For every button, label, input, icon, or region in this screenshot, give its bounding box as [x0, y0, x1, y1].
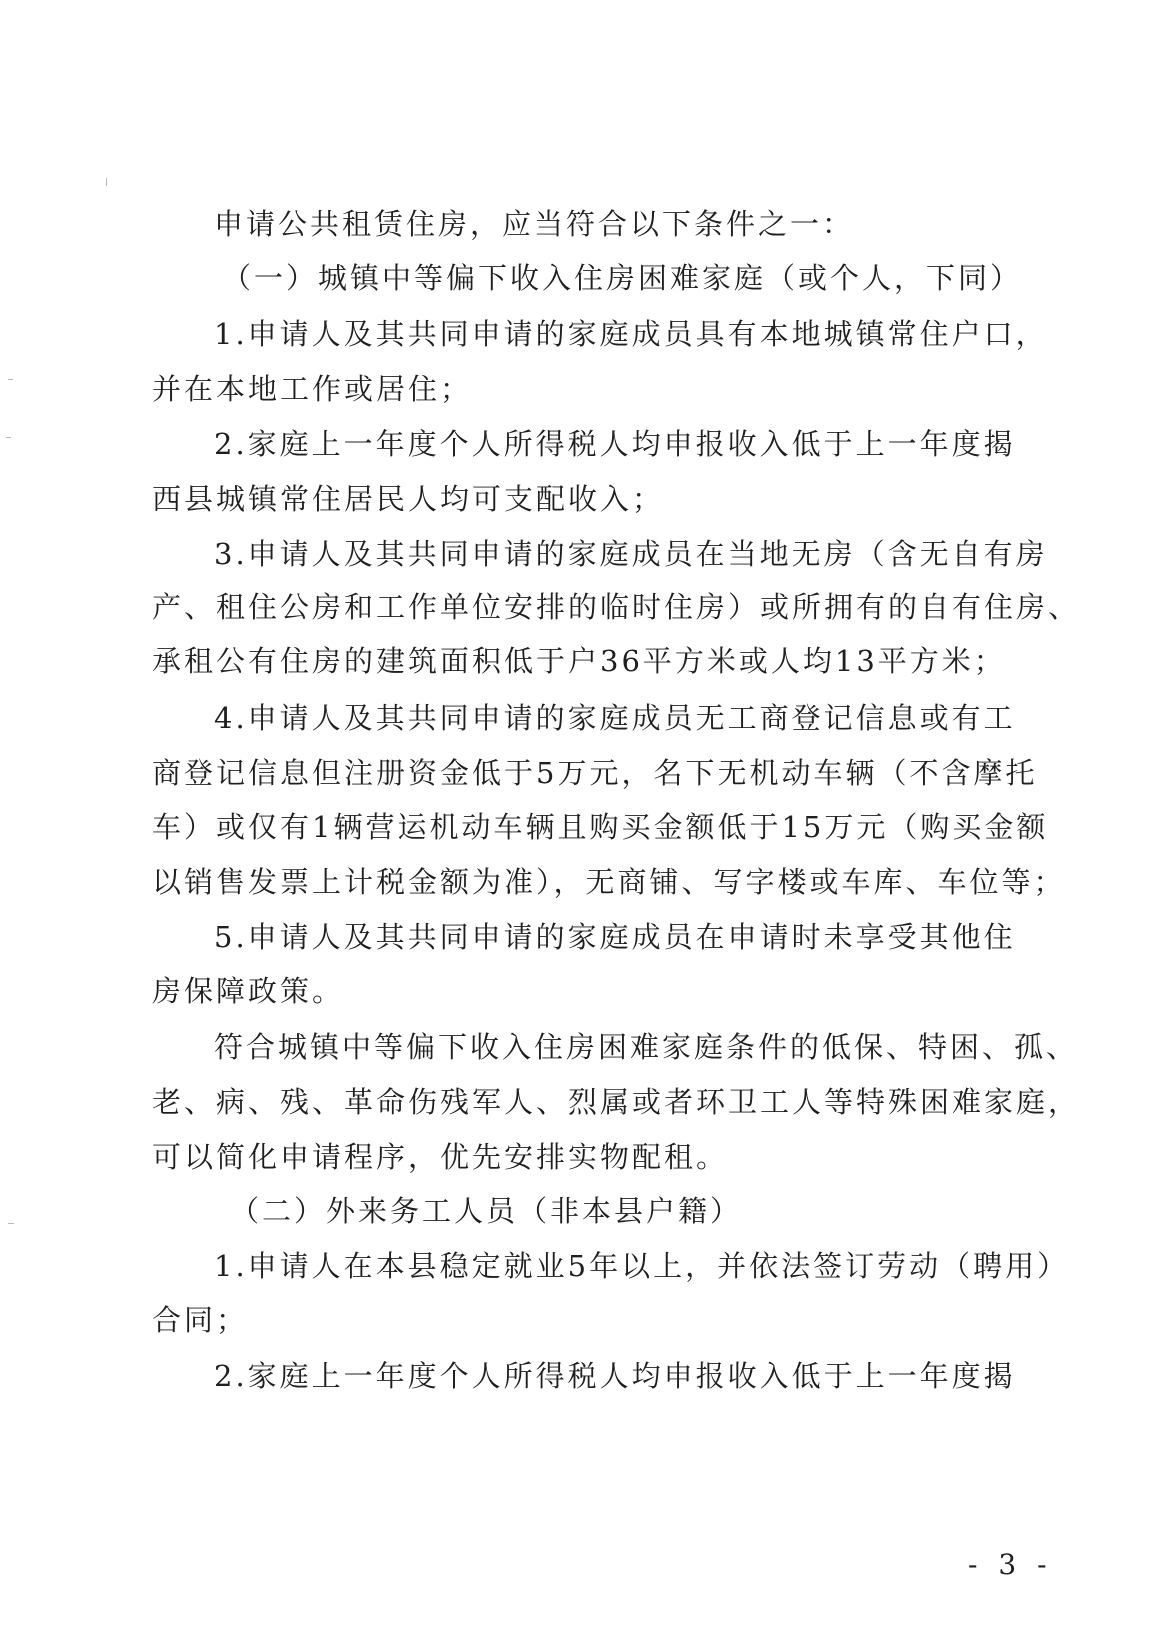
text-line: 产、租住公房和工作单位安排的临时住房）或所拥有的自有住房、 [152, 590, 1081, 624]
section-heading: （二）外来务工人员（非本县户籍） [230, 1194, 743, 1228]
page-number: - 3 - [968, 1548, 1053, 1581]
text-line: 4.申请人及其共同申请的家庭成员无工商登记信息或有工 [214, 701, 1016, 735]
text-line: 承租公有住房的建筑面积低于户36平方米或人均13平方米； [152, 644, 1006, 678]
text-line: 2.家庭上一年度个人所得税人均申报收入低于上一年度揭 [214, 427, 1016, 461]
text-line: 符合城镇中等偏下收入住房困难家庭条件的低保、特困、孤、 [214, 1030, 1079, 1064]
text-line: 西县城镇常住居民人均可支配收入； [152, 482, 665, 516]
text-line: 5.申请人及其共同申请的家庭成员在申请时未享受其他住 [214, 920, 1016, 954]
text-line: 3.申请人及其共同申请的家庭成员在当地无房（含无自有房 [214, 537, 1048, 571]
text-line: 商登记信息但注册资金低于5万元，名下无机动车辆（不含摩托 [152, 756, 1038, 790]
text-line: 2.家庭上一年度个人所得税人均申报收入低于上一年度揭 [214, 1359, 1016, 1393]
text-line: 可以简化申请程序，优先安排实物配租。 [152, 1140, 729, 1174]
scan-mark [106, 178, 107, 186]
scan-mark [6, 437, 11, 438]
text-line: 1.申请人在本县稳定就业5年以上，并依法签订劳动（聘用） [214, 1249, 1070, 1283]
text-line: 并在本地工作或居住； [152, 372, 473, 406]
text-line: 房保障政策。 [152, 974, 345, 1008]
text-line: 合同； [152, 1303, 249, 1337]
scan-mark [8, 1223, 14, 1224]
text-line: 以销售发票上计税金额为准），无商铺、写字楼或车库、车位等； [152, 865, 1066, 899]
text-line: 车）或仅有1辆营运机动车辆且购买金额低于15万元（购买金额 [152, 810, 1049, 844]
section-heading: （一）城镇中等偏下收入住房困难家庭（或个人，下同） [222, 261, 1023, 295]
scan-mark [8, 379, 13, 380]
text-line: 老、病、残、革命伤残军人、烈属或者环卫工人等特殊困难家庭， [152, 1085, 1081, 1119]
text-line: 1.申请人及其共同申请的家庭成员具有本地城镇常住户口， [214, 317, 1048, 351]
text-line: 申请公共租赁住房，应当符合以下条件之一： [214, 207, 855, 241]
